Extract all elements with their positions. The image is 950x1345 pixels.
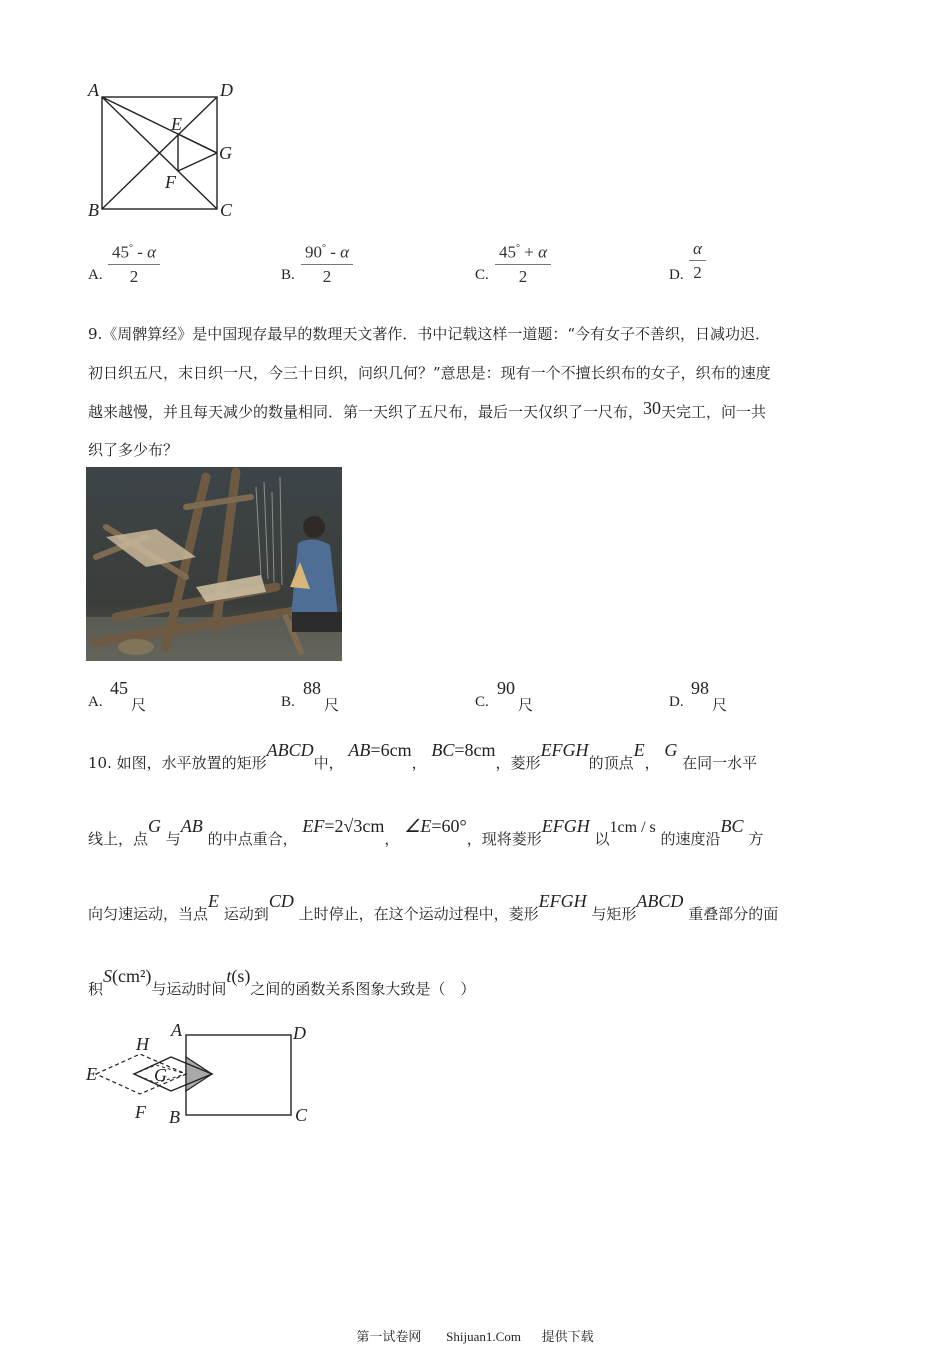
label-A: A <box>171 1020 182 1040</box>
footer-site-cn: 第一试卷网 <box>356 1330 422 1345</box>
q9-option-c-label[interactable]: C. <box>475 694 489 710</box>
page-footer <box>0 1326 950 1345</box>
q9-option-c-unit: 尺 <box>518 696 534 714</box>
q9-option-b-value: 88 <box>303 678 321 698</box>
q8-option-c-label[interactable]: C. <box>475 267 489 283</box>
footer-site-en[interactable]: Shijuan1.Com <box>446 1329 521 1344</box>
q8-square-figure <box>84 78 244 224</box>
q9-option-a-label[interactable]: A. <box>88 694 103 710</box>
q8-option-d-label[interactable]: D. <box>669 267 684 283</box>
q8-option-b-label[interactable]: B. <box>281 267 295 283</box>
q9-option-a-unit: 尺 <box>131 696 147 714</box>
q9-option-d-label[interactable]: D. <box>669 694 684 710</box>
label-E: E <box>171 114 182 134</box>
q10-line-2: 线上，点G 与AB 的中点重合， EF=2√3cm， ∠E=60°，现将菱形EFGH 以1cm / s 的速度沿BC 方 <box>88 816 764 848</box>
q9-option-d-value: 98 <box>691 678 709 698</box>
label-F: F <box>165 172 176 192</box>
q10-line-1: 10. 如图，水平放置的矩形ABCD中， AB=6cm， BC=8cm，菱形EFGH的顶点E， G 在同一水平 <box>88 740 758 772</box>
q9-line-2: 初日织五尺，末日织一尺，今三十日织，问织几何？”意思是：现有一个不擅长织布的女子，织布的速度 <box>88 364 771 382</box>
label-B: B <box>169 1107 180 1127</box>
q8-option-d-fraction: $\frac{\alpha}{2}$ <box>689 238 706 285</box>
label-H: H <box>136 1034 149 1054</box>
footer-action: 提供下载 <box>541 1330 594 1345</box>
label-B: B <box>88 200 99 220</box>
q9-line-1: 9.《周髀算经》是中国现存最早的数理天文著作．书中记载这样一道题：“今有女子不善织，日减功迟． <box>88 325 770 343</box>
label-D: D <box>220 80 233 100</box>
label-C: C <box>295 1105 308 1125</box>
q8-option-a-label[interactable]: A. <box>88 267 103 283</box>
loom-photo <box>86 467 342 661</box>
q10-line-4: 积S(cm²)与运动时间t(s)之间的函数关系图象大致是（ ） <box>88 966 476 998</box>
q9-line-3: 越来越慢，并且每天减少的数量相同．第一天织了五尺布，最后一天仅织了一尺布，30天完工，问一共 <box>88 398 767 421</box>
label-D: D <box>293 1023 306 1043</box>
q8-option-a-fraction: $\frac{45^\circ - \alpha}{2}$ <box>108 238 160 289</box>
q9-option-a-value: 45 <box>110 678 128 698</box>
label-F: F <box>135 1102 146 1122</box>
label-E: E <box>86 1064 97 1084</box>
q10-rhombus-figure <box>84 1018 324 1130</box>
q9-option-d-unit: 尺 <box>712 696 728 714</box>
label-G: G <box>154 1065 167 1085</box>
q10-line-3: 向匀速运动，当点E 运动到CD 上时停止，在这个运动过程中，菱形EFGH 与矩形ABCD 重叠部分的面 <box>88 891 779 923</box>
q9-option-c-value: 90 <box>497 678 515 698</box>
label-G: G <box>219 143 232 163</box>
q9-line-4: 织了多少布？ <box>88 441 179 459</box>
label-C: C <box>220 200 233 220</box>
q9-option-b-unit: 尺 <box>324 696 340 714</box>
q8-option-b-fraction: $\frac{90^\circ - \alpha}{2}$ <box>301 238 353 289</box>
label-A: A <box>88 80 99 100</box>
q9-option-b-label[interactable]: B. <box>281 694 295 710</box>
q8-option-c-fraction: $\frac{45^\circ + \alpha}{2}$ <box>495 238 551 289</box>
